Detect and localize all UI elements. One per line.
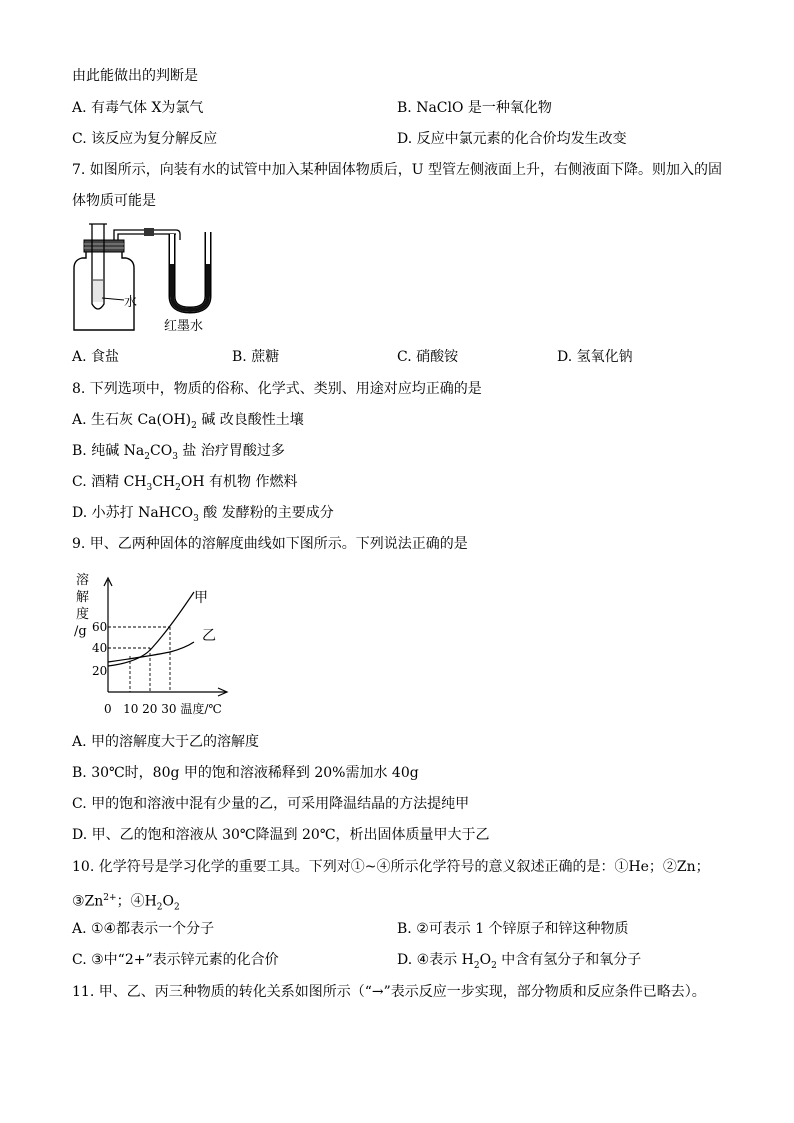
q8-option-d[interactable]: D. 小苏打 NaHCO$_3$ 酸 发酵粉的主要成分 [72,505,334,524]
q8-option-a[interactable]: A. 生石灰 $Ca(OH)_2$ 碱 改良酸性土壤 [72,412,304,431]
ylabel-char-2: 解 [76,590,90,605]
ytick-60: 60 [92,620,108,634]
xtick-labels: 0 10 20 30 温度/℃ [104,702,222,716]
q8-option-b[interactable]: B. 纯碱 $Na_2CO_3$ 盐 治疗胃酸过多 [72,443,285,462]
red-ink-label: 红墨水 [164,319,204,334]
q7-stem-line1: 7. 如图所示，向装有水的试管中加入某种固体物质后，U 型管左侧液面上升，右侧液面下降。则加入的固 [72,162,723,178]
q10-option-c[interactable]: C. ③中“2+”表示锌元素的化合价 [72,952,279,968]
q10-option-a[interactable]: A. ①④都表示一个分子 [72,921,215,937]
q6-option-d[interactable]: D. 反应中氯元素的化合价均发生改变 [397,131,627,147]
ytick-20: 20 [92,664,108,678]
q10-stem-line1: 10. 化学符号是学习化学的重要工具。下列对①~④所示化学符号的意义叙述正确的是：①He；②Zn； [72,859,710,875]
ylabel-char-4: /g [74,624,87,639]
curve-yi [108,642,194,662]
q8-option-c[interactable]: C. 酒精 $CH_3CH_2OH$ 有机物 作燃料 [72,474,298,493]
ylabel-char-1: 溶 [76,573,90,588]
q6-option-a[interactable]: A. 有毒气体 X为氯气 [72,100,204,116]
q10-stem-line2: $③Zn^{2+}$；$④H_2O_2$ [72,893,180,913]
q7-stem-line2: 体物质可能是 [72,193,156,209]
intro-text: 由此能做出的判断是 [72,68,198,84]
q9-option-d[interactable]: D. 甲、乙的饱和溶液从 30℃降温到 20℃，析出固体质量甲大于乙 [72,827,490,843]
q9-option-b[interactable]: B. 30℃时，80g 甲的饱和溶液稀释到 20%需加水 40g [72,765,419,781]
q7-option-b[interactable]: B. 蔗糖 [232,349,280,365]
q9-option-a[interactable]: A. 甲的溶解度大于乙的溶解度 [72,734,260,750]
series-label-jia: 甲 [194,590,208,606]
q7-apparatus-figure [66,218,226,336]
q11-stem: 11. 甲、乙、丙三种物质的转化关系如图所示（“→”表示反应一步实现，部分物质和反应条件已略去）。 [72,984,706,1000]
solubility-chart [70,566,240,718]
q6-option-b[interactable]: B. NaClO 是一种氧化物 [397,100,552,116]
q9-option-c[interactable]: C. 甲的饱和溶液中混有少量的乙，可采用降温结晶的方法提纯甲 [72,796,470,812]
ytick-40: 40 [92,641,108,655]
q9-stem: 9. 甲、乙两种固体的溶解度曲线如下图所示。下列说法正确的是 [72,536,468,552]
q10-option-b[interactable]: B. ②可表示 1 个锌原子和锌这种物质 [397,921,629,937]
q6-option-c[interactable]: C. 该反应为复分解反应 [72,131,218,147]
q7-option-a[interactable]: A. 食盐 [72,349,120,365]
series-label-yi: 乙 [202,628,216,644]
q10-option-d[interactable]: D. ④表示 $H_2O_2$ 中含有氢分子和氧分子 [397,952,642,971]
q8-stem: 8. 下列选项中，物质的俗称、化学式、类别、用途对应均正确的是 [72,381,482,397]
ylabel-char-3: 度 [76,607,90,622]
q7-option-c[interactable]: C. 硝酸铵 [397,349,459,365]
q7-option-d[interactable]: D. 氢氧化钠 [557,349,633,365]
water-label: 水 [124,295,138,310]
